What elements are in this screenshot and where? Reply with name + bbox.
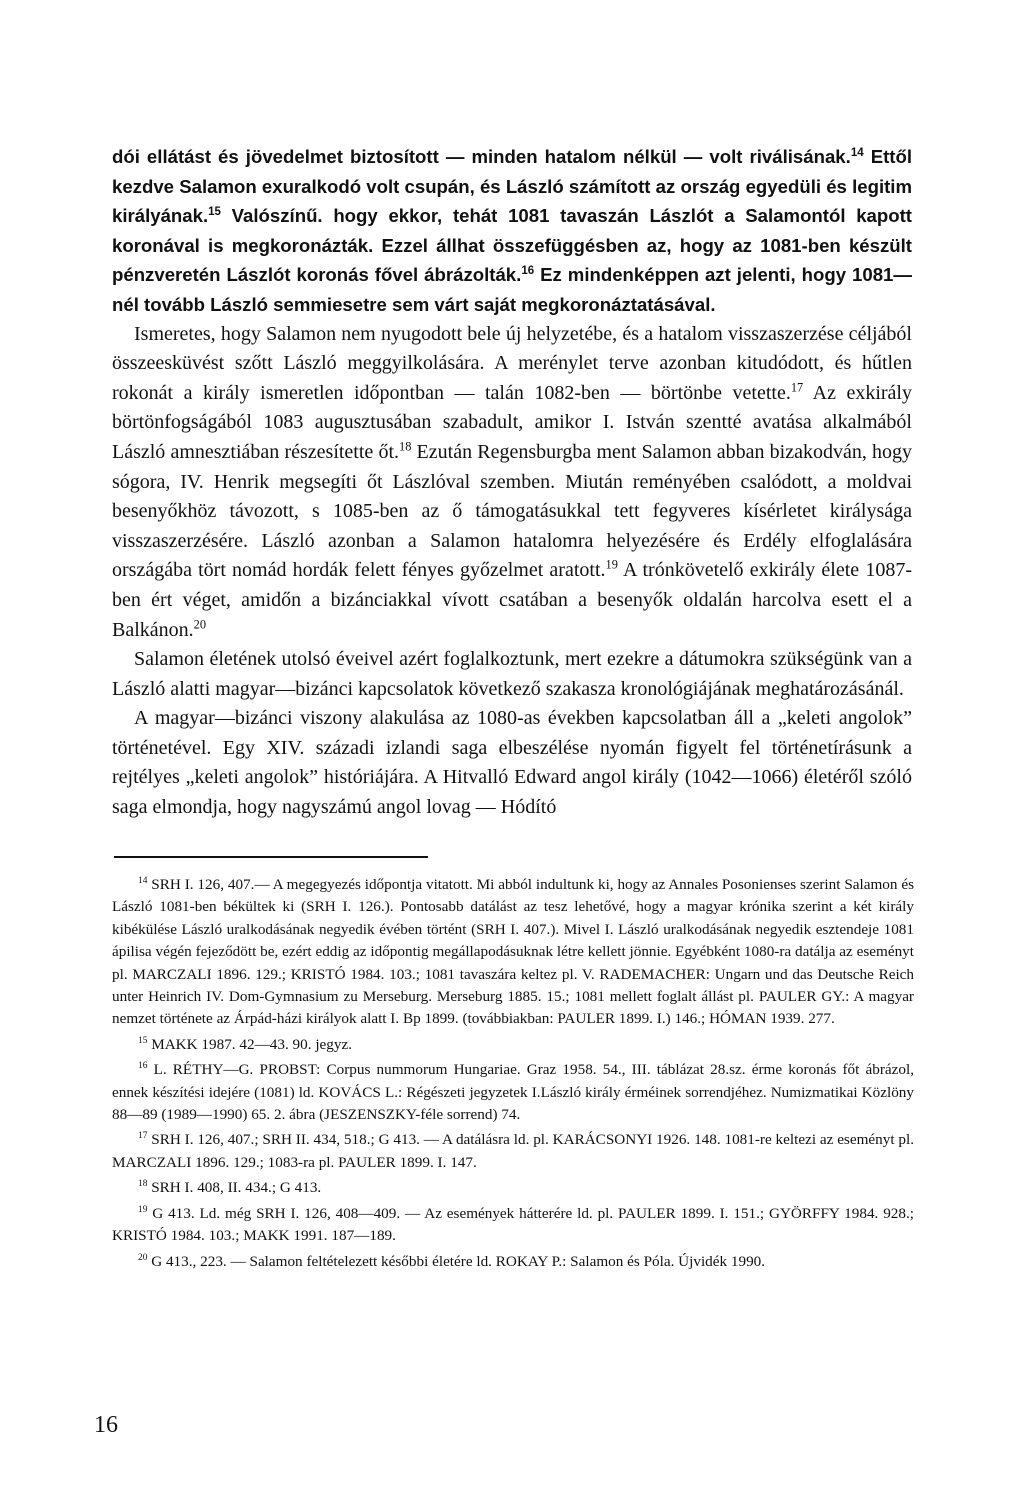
footnote-text: G 413. Ld. még SRH I. 126, 408—409. — Az események hátterére ld. pl. PAULER 1899. I. 151.; GYÖRFFY 1984. 928.; KRISTÓ 1984. 103.; MAKK 1991. 187—189. [112, 1204, 914, 1245]
text-run: Ez mindenképpen azt jelenti, hogy 1081—nél tovább László semmiesetre sem várt saját megkoronáztatásával. [112, 264, 912, 315]
footnote-number: 15 [138, 1035, 148, 1046]
footnote-text: SRH I. 126, 407.; SRH II. 434, 518.; G 413. — A datálásra ld. pl. KARÁCSONYI 1926. 148. 1081-re keltezi az eseményt pl. MARCZALI 1896. 129.; 1083-ra pl. PAULER 1899. I. 147. [112, 1131, 914, 1171]
text-run: Ettől kezdve Salamon exuralkodó volt csupán, és László számított az ország egyedüli és legitim királyának. [112, 146, 913, 227]
text-run: A magyar—bizánci viszony alakulása az 1080-as években kapcsolatban áll a „keleti angolok” történetével. Egy XIV. századi izlandi saga elbeszélése nyomán figyelt fel történetírásunk a rejtélyes „keleti angolok” históriájára. A Hitvalló Edward angol király (1042—1066) életéről szóló saga elmondja, hogy nagyszámú angol lovag — Hódító [112, 707, 912, 819]
text-run: A trónkövetelő exkirály élete 1087-ben ért véget, amidőn a bizánciakkal vívott csatában a besenyők oldalán harcolva esett el a Balkánon. [112, 559, 912, 641]
footnote-number: 14 [138, 875, 148, 886]
footnote-number: 20 [138, 1252, 148, 1263]
text-run: Az exkirály börtönfogságából 1083 augusztusában szabadult, amikor I. István szentté avatása alkalmából László amnesztiában részesítette őt. [112, 381, 912, 463]
footnote-number: 16 [138, 1061, 148, 1072]
footnote [112, 1203, 914, 1248]
text-run: dói ellátást és jövedelmet biztosított — minden hatalom nélkül — volt riválisának. [112, 146, 851, 167]
footnote [112, 1059, 914, 1126]
footnote-text: SRH I. 408, II. 434.; G 413. [151, 1179, 322, 1197]
footnote-number: 18 [138, 1179, 148, 1190]
page-number: 16 [94, 1412, 118, 1438]
footnote-ref: 19 [605, 557, 618, 572]
footnote-number: 17 [138, 1131, 148, 1142]
paragraph [112, 704, 912, 822]
footnote-ref: 20 [193, 616, 207, 631]
footnote-ref: 14 [850, 146, 864, 159]
footnote [112, 1177, 914, 1199]
text-run: Salamon életének utolsó éveivel azért foglalkoztunk, mert ezekre a dátumokra szükségünk van a László alatti magyar—bizánci kapcsolatok következő szakasza kronológiájának meghatározásánál. [112, 648, 912, 700]
text-run: Ismeretes, hogy Salamon nem nyugodott bele új helyzetébe, és a hatalom visszaszerzése céljából összeesküvést szőtt László meggyilkolására. A merénylet terve azonban kitudódott, és hűtlen rokonát a király ismeretlen időpontban — talán 1082-ben — börtönbe vetette. [112, 322, 912, 404]
paragraph [112, 142, 912, 320]
text-run: Valószínű. hogy ekkor, tehát 1081 tavaszán Lászlót a Salamontól kapott koronával is megkoronázták. Ezzel állhat összefüggésben az, hogy az 1081-ben készült pénzveretén Lászlót koronás fővel ábrázolták. [112, 205, 912, 286]
text-run: Ezután Regensburgba ment Salamon abban bizakodván, hogy sógora, IV. Henrik megsegíti őt Lászlóval szemben. Miután reményében csalódott, a moldvai besenyőkhöz távozott, s 1085-ben az ő támogatásukkal tett fegyveres kísérletet királysága visszaszerzésére. László azonban a Salamon hatalomra helyezésére és Erdély elfoglalására országába tört nomád hordák felett fényes győzelmet aratott. [112, 440, 912, 582]
footnote-text: L. RÉTHY—G. PROBST: Corpus nummorum Hungariae. Graz 1958. 54., III. táblázat 28.sz. érme koronás főt ábrázol, ennek készítési idejére (1081) ld. KOVÁCS L.: Régészeti jegyzetek I.László király érméinek sorrendjéhez. Numizmatikai Közlöny 88—89 (1989—1990) 65. 2. ábra (JESZENSZKY-féle sorrend) 74. [112, 1061, 914, 1124]
footnote-separator [114, 856, 428, 858]
footnote-ref: 16 [521, 265, 535, 278]
footnote [112, 874, 914, 1031]
main-text [112, 142, 912, 823]
paragraph [112, 320, 912, 646]
footnote-text: MAKK 1987. 42—43. 90. jegyz. [151, 1035, 352, 1053]
footnote-number: 19 [138, 1204, 148, 1215]
footnote-ref: 15 [208, 206, 221, 218]
footnote [112, 1034, 914, 1056]
footnote-text: G 413., 223. — Salamon feltételezett későbbi életére ld. ROKAY P.: Salamon és Póla. Újvidék 1990. [151, 1252, 766, 1270]
footnotes [112, 874, 914, 1276]
footnote-ref: 18 [399, 439, 412, 454]
footnote [112, 1251, 914, 1273]
footnote [112, 1129, 914, 1174]
footnote-ref: 17 [790, 380, 804, 395]
paragraph [112, 645, 912, 704]
footnote-text: SRH I. 126, 407.— A megegyezés időpontja vitatott. Mi abból indultunk ki, hogy az Annales Posonienses szerint Salamon és László 1081-ben békültek ki (SRH I. 126.). Pontosabb datálást az tesz lehetővé, hogy a magyar krónika szerint a két király kibékülése László uralkodásának negyedik évében történt (SRH I. 407.). Mivel I. László uralkodásának negyedik esztendeje 1081 ápilisa végén fejeződött be, ezért eddig az időpontig megállapodásuknak létre kellett jönnie. Egyébként 1080-ra datálja az eseményt pl. MARCZALI 1896. 129.; KRISTÓ 1984. 103.; 1081 tavaszára keltez pl. V. RADEMACHER: Ungarn und das Deutsche Reich unter Heinrich IV. Dom-Gymnasium zu Merseburg. Merseburg 1885. 15.; 1081 mellett foglalt állást pl. PAULER GY.: A magyar nemzet története az Árpád-házi királyok alatt I. Bp 1899. (továbbiakban: PAULER 1899. I.) 146.; HÓMAN 1939. 277. [112, 876, 914, 1028]
